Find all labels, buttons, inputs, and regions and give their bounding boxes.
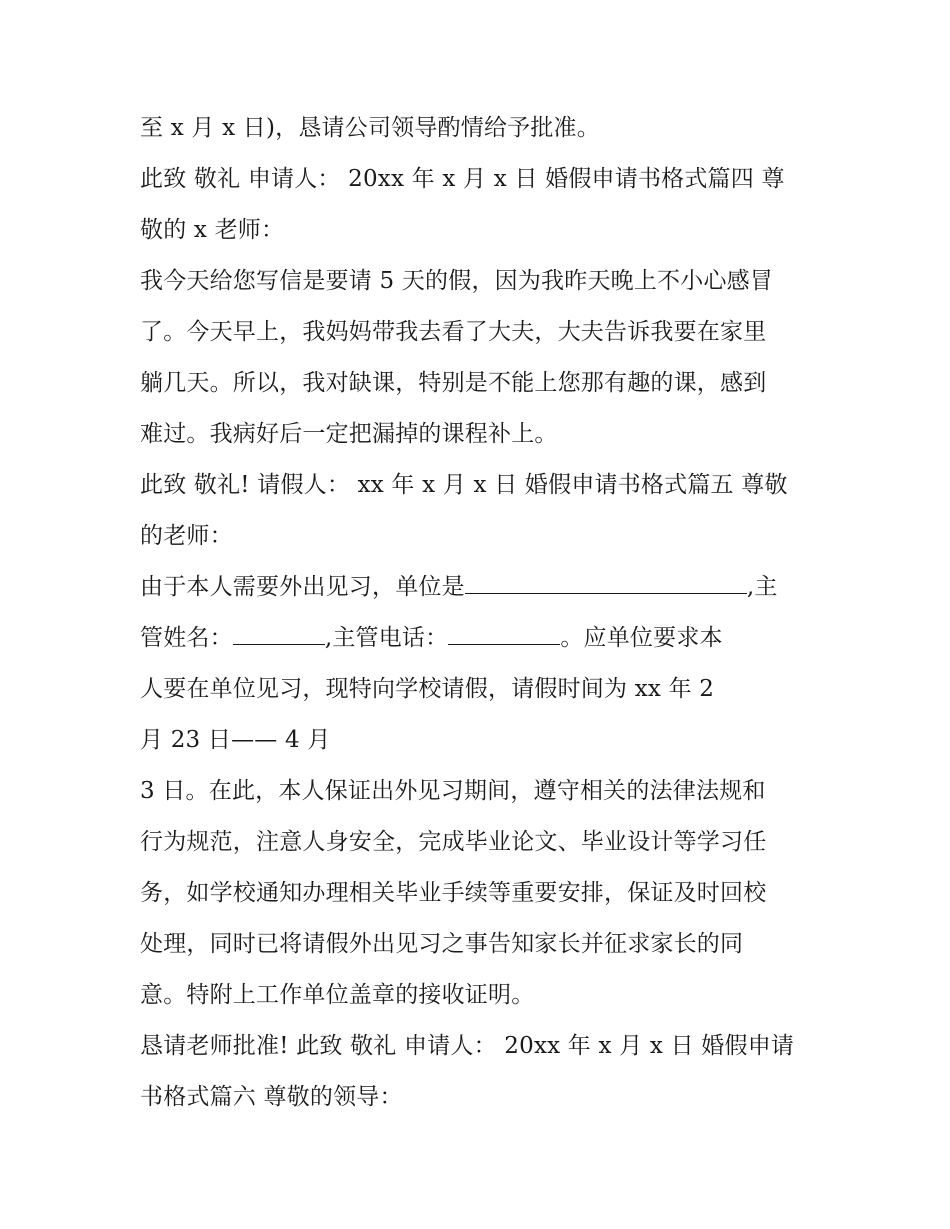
text-line: 意。特附上工作单位盖章的接收证明。 xyxy=(140,982,535,1008)
document-page xyxy=(140,107,820,1127)
text-line: 此致 敬礼 申请人： 20xx 年 x 月 x 日 婚假申请书格式篇四 尊 xyxy=(140,166,785,192)
text-line: 3 日。在此，本人保证出外见习期间，遵守相关的法律法规和 xyxy=(140,778,766,804)
supervisor-name-blank-field xyxy=(233,618,325,645)
text-line: 敬的 x 老师： xyxy=(140,217,285,243)
text-line: 恳请老师批准! 此致 敬礼 申请人： 20xx 年 x 月 x 日 婚假申请 xyxy=(140,1033,795,1059)
text-line: 了。今天早上，我妈妈带我去看了大夫，大夫告诉我要在家里 xyxy=(140,319,767,345)
text-line: 至 x 月 x 日)，恳请公司领导酌情给予批准。 xyxy=(140,115,600,141)
text-line: 处理，同时已将请假外出见习之事告知家长并征求家长的同 xyxy=(140,931,744,957)
text-segment: 管姓名： xyxy=(140,625,233,651)
text-line: 此致 敬礼! 请假人： xx 年 x 月 x 日 婚假申请书格式篇五 尊敬 xyxy=(140,472,788,498)
text-line: 躺几天。所以，我对缺课，特别是不能上您那有趣的课，感到 xyxy=(140,370,767,396)
text-line: 人要在单位见习，现特向学校请假，请假时间为 xx 年 2 xyxy=(140,676,715,702)
text-line-with-blanks xyxy=(140,617,820,668)
text-line: 我今天给您写信是要请 5 天的假，因为我昨天晚上不小心感冒 xyxy=(140,268,774,294)
unit-blank-field xyxy=(465,567,747,594)
text-line: 书格式篇六 尊敬的领导： xyxy=(140,1084,403,1110)
text-segment: ,主管电话： xyxy=(324,625,449,651)
text-segment: 由于本人需要外出见习，单位是 xyxy=(140,574,465,600)
text-line-with-blank xyxy=(140,566,820,617)
text-segment: ,主 xyxy=(746,574,778,600)
text-segment: 。应单位要求本 xyxy=(560,625,723,651)
text-line: 难过。我病好后一定把漏掉的课程补上。 xyxy=(140,421,558,447)
text-line: 务，如学校通知办理相关毕业手续等重要安排，保证及时回校 xyxy=(140,880,767,906)
text-line: 月 23 日—— 4 月 xyxy=(140,727,331,753)
supervisor-phone-blank-field xyxy=(448,618,560,645)
text-line: 行为规范，注意人身安全，完成毕业论文、毕业设计等学习任 xyxy=(140,829,767,855)
text-line: 的老师： xyxy=(140,523,233,549)
